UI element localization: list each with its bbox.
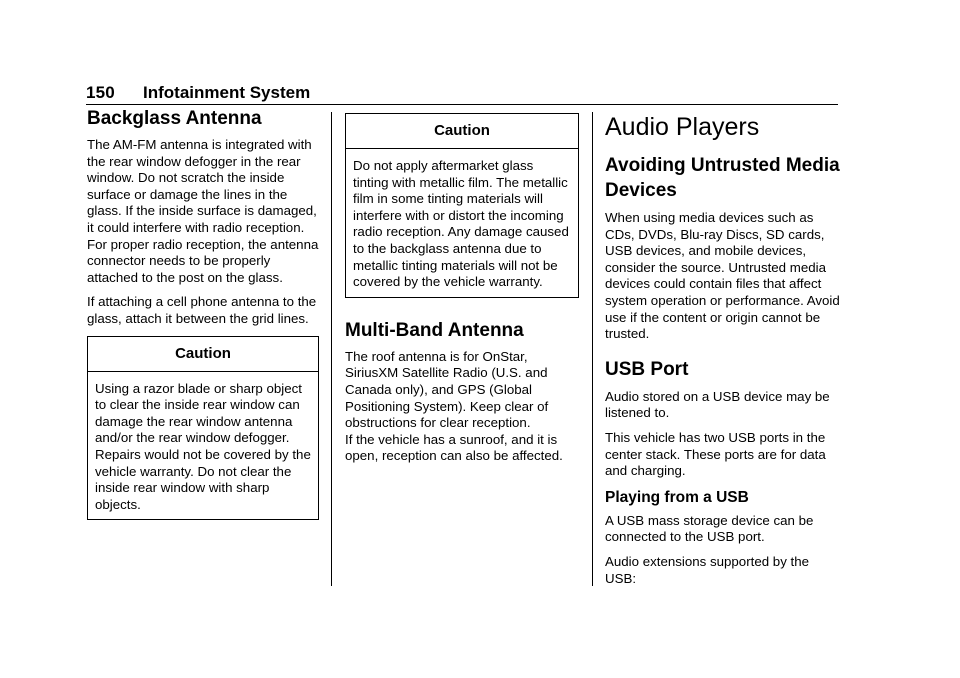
caution-text: Using a razor blade or sharp object to clear the inside rear window can damage the rear window antenna and/or the rear window defogger. Repairs would not be covered by the vehicle warranty. Do not clear the inside rear window with sharp objects.	[95, 380, 311, 512]
backglass-antenna-heading: Backglass Antenna	[87, 108, 262, 129]
paragraph: Audio extensions supported by the USB:	[605, 553, 810, 586]
paragraph: If attaching a cell phone antenna to the glass, attach it between the grid lines.	[87, 294, 317, 326]
column-middle	[345, 108, 579, 473]
paragraph: Audio stored on a USB device may be listened to.	[605, 388, 830, 421]
playing-from-usb-heading: Playing from a USB	[605, 488, 749, 506]
page-number: 150	[86, 83, 115, 102]
usb-port-heading: USB Port	[605, 358, 689, 380]
caution-box	[345, 113, 579, 298]
caution-text: Do not apply aftermarket glass tinting with metallic film. The metallic film in some tinting materials will interfere with or distort the incoming radio reception. Any damage caused to the backglass antenna due to metallic tinting materials will not be covered by the vehicle warranty.	[353, 158, 569, 290]
audio-players-heading: Audio Players	[605, 113, 760, 141]
paragraph: The roof antenna is for OnStar, SiriusXM Satellite Radio (U.S. and Canada only), and GPS (Global Positioning System). Keep clear of obstructions for clear reception.	[345, 348, 549, 431]
paragraph: This vehicle has two USB ports in the center stack. These ports are for data and charging.	[605, 429, 826, 479]
paragraph: A USB mass storage device can be connected to the USB port.	[605, 512, 814, 545]
column-left	[87, 108, 319, 520]
caution-box	[87, 336, 319, 521]
caution-title: Caution	[346, 114, 578, 149]
multi-band-antenna-heading: Multi-Band Antenna	[345, 319, 524, 341]
paragraph: When using media devices such as CDs, DVDs, Blu-ray Discs, SD cards, USB devices, and mobile devices, consider the source. Untrusted media devices could contain files that affect system operation or performance. Avoid use if the content or origin cannot be trusted.	[605, 210, 840, 342]
page-header	[86, 82, 838, 105]
paragraph: The AM-FM antenna is integrated with the rear window defogger in the rear window. Do not scratch the inside surface or damage the lines in the glass. If the inside surface is damaged, it could interfere with radio reception. For proper radio reception, the antenna connector needs to be properly attached to the post on the glass.	[87, 137, 319, 285]
paragraph: If the vehicle has a sunroof, and it is open, reception can also be affected.	[345, 431, 563, 464]
section-title: Infotainment System	[143, 83, 311, 102]
column-right	[605, 108, 841, 595]
caution-title: Caution	[88, 337, 318, 372]
column-divider	[331, 112, 332, 586]
untrusted-media-heading: Avoiding Untrusted Media Devices	[605, 155, 840, 201]
column-divider	[592, 112, 593, 586]
